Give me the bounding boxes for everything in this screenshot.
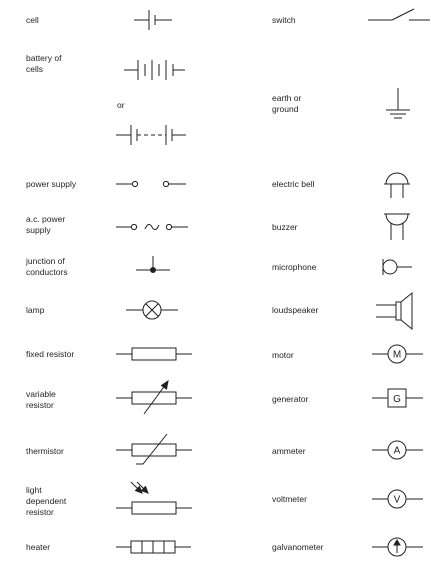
label-earth: earth or ground xyxy=(272,93,302,114)
motor-letter: M xyxy=(392,349,402,361)
label-ammeter: ammeter xyxy=(272,446,306,456)
label-power-supply: power supply xyxy=(26,179,77,189)
label-or: or xyxy=(117,100,125,110)
label-loudspeaker: loudspeaker xyxy=(272,305,319,315)
label-junction: junction of conductors xyxy=(26,256,68,277)
label-electric-bell: electric bell xyxy=(272,179,315,189)
label-lamp: lamp xyxy=(26,305,45,315)
label-voltmeter: voltmeter xyxy=(272,494,307,504)
label-heater: heater xyxy=(26,542,51,552)
label-motor: motor xyxy=(272,350,294,360)
label-ldr: light dependent resistor xyxy=(26,485,67,517)
label-battery: battery of cells xyxy=(26,53,62,74)
label-buzzer: buzzer xyxy=(272,222,298,232)
label-variable-resistor: variable resistor xyxy=(26,389,56,410)
label-generator: generator xyxy=(272,394,309,404)
generator-letter: G xyxy=(393,394,401,405)
label-switch: switch xyxy=(272,15,296,25)
voltmeter-letter: V xyxy=(393,494,401,506)
label-galvanometer: galvanometer xyxy=(272,542,324,552)
label-thermistor: thermistor xyxy=(26,446,64,456)
label-microphone: microphone xyxy=(272,262,317,272)
label-fixed-resistor: fixed resistor xyxy=(26,349,75,359)
ammeter-letter: A xyxy=(393,445,401,457)
label-ac-power-supply: a.c. power supply xyxy=(26,214,66,235)
label-cell: cell xyxy=(26,15,39,25)
